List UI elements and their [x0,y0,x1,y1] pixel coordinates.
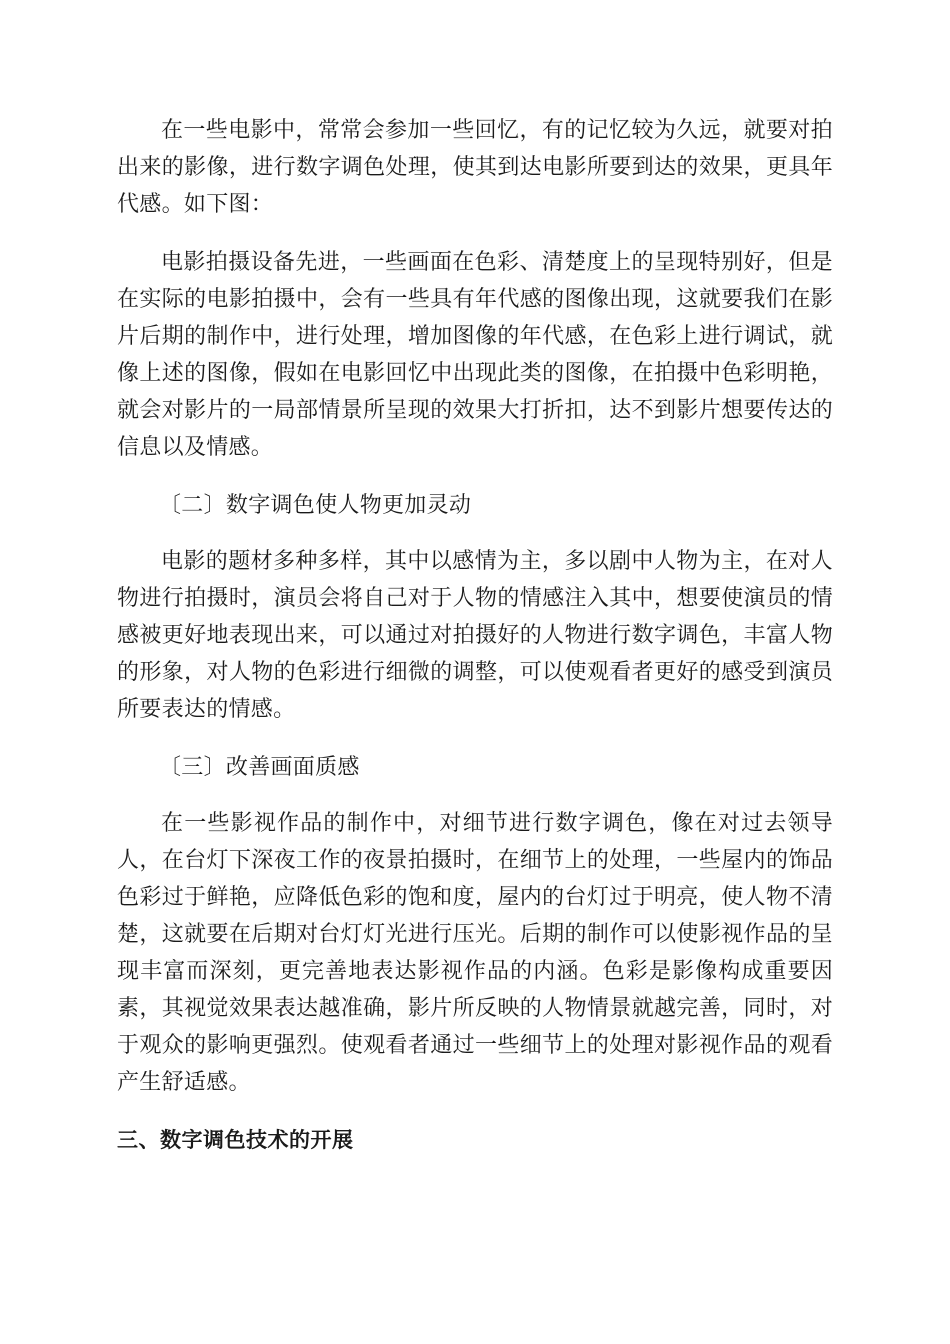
subheading-texture: 〔三〕改善画面质感 [159,755,360,780]
paragraph-era-feel: 电影拍摄设备先进，一些画面在色彩、清楚度上的呈现特别好，但是在实际的电影拍摄中，会有一些具有年代感的图像出现，这就要我们在影片后期的制作中，进行处理，增加图像的年代感，在色彩上进行调试，就像上述的图像，假如在电影回忆中出现此类的图像，在拍摄中色彩明艳，就会对影片的一局部情景所呈现的效果大打折扣，达不到影片想要传达的信息以及情感。 [117,250,833,460]
paragraph-memory-scenes: 在一些电影中，常常会参加一些回忆，有的记忆较为久远，就要对拍出来的影像，进行数字调色处理，使其到达电影所要到达的效果，更具年代感。如下图： [117,118,833,217]
paragraph-texture: 在一些影视作品的制作中，对细节进行数字调色，像在对过去领导人，在台灯下深夜工作的夜景拍摄时，在细节上的处理，一些屋内的饰品色彩过于鲜艳，应降低色彩的饱和度，屋内的台灯过于明亮，使人物不清楚，这就要在后期对台灯灯光进行压光。后期的制作可以使影视作品的呈现丰富而深刻，更完善地表达影视作品的内涵。色彩是影像构成重要因素，其视觉效果表达越准确，影片所反映的人物情景就越完善，同时，对于观众的影响更强烈。使观看者通过一些细节上的处理对影视作品的观看产生舒适感。 [117,811,833,1095]
document-body [117,112,833,1159]
subheading-characters: 〔二〕数字调色使人物更加灵动 [159,493,472,518]
paragraph-characters: 电影的题材多种多样，其中以感情为主，多以剧中人物为主，在对人物进行拍摄时，演员会将自己对于人物的情感注入其中，想要使演员的情感被更好地表现出来，可以通过对拍摄好的人物进行数字调色，丰富人物的形象，对人物的色彩进行细微的调整，可以使观看者更好的感受到演员所要表达的情感。 [117,549,833,722]
section-heading: 三、数字调色技术的开展 [117,1128,354,1152]
